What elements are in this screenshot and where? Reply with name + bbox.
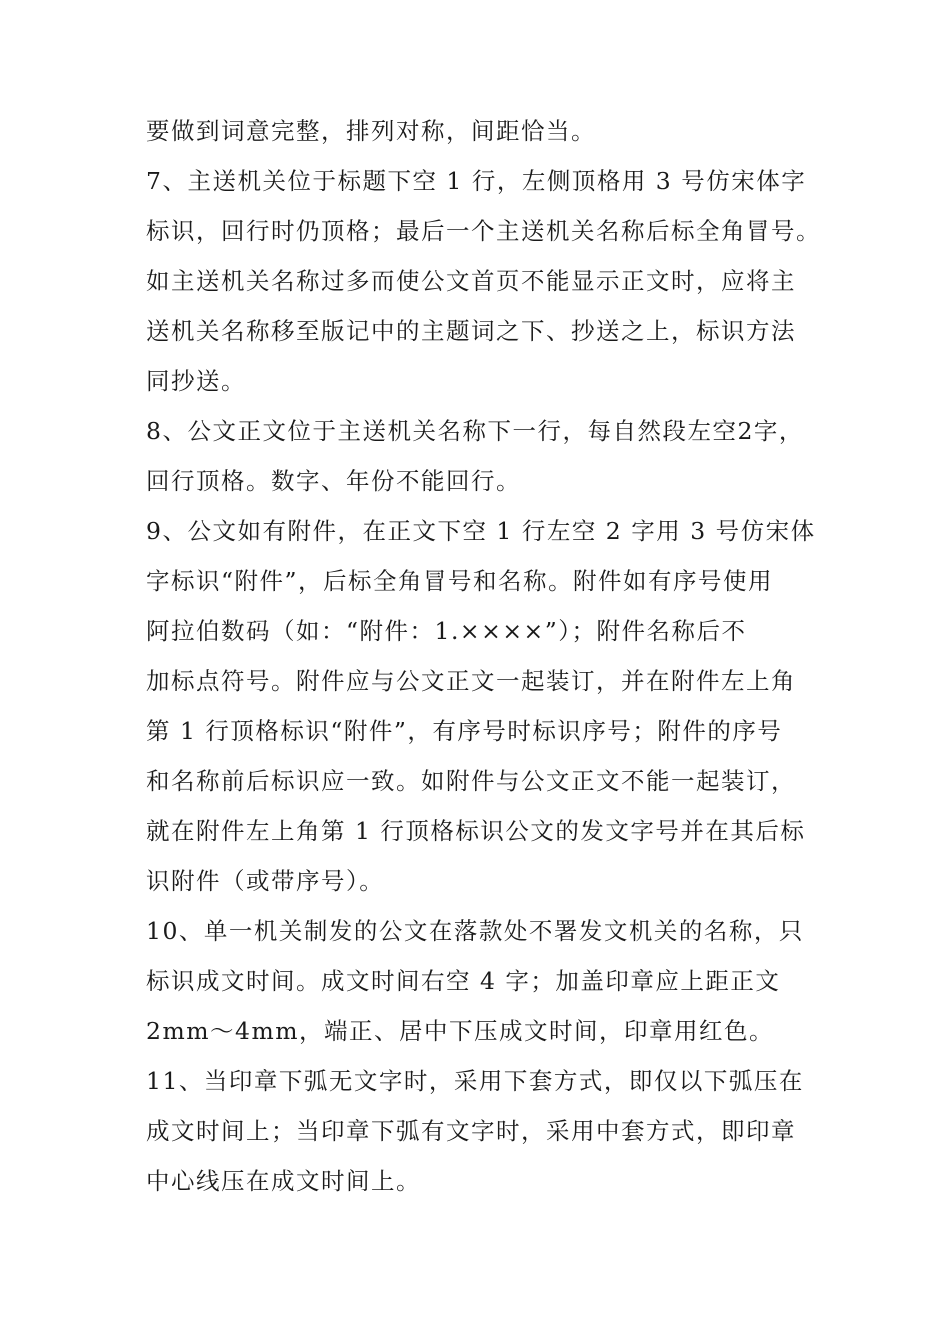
text-line: 就在附件左上角第 1 行顶格标识公文的发文字号并在其后标 [146, 817, 806, 845]
text-line: 11、当印章下弧无文字时，采用下套方式，即仅以下弧压在 [146, 1067, 804, 1095]
text-line: 8、公文正文位于主送机关名称下一行，每自然段左空2字， [146, 417, 804, 445]
text-line: 送机关名称移至版记中的主题词之下、抄送之上，标识方法 [146, 317, 796, 345]
text-line: 同抄送。 [146, 367, 246, 395]
text-line: 识附件（或带序号）。 [146, 867, 385, 895]
text-line: 阿拉伯数码（如：“附件：1.××××”）；附件名称后不 [146, 617, 747, 645]
text-line: 标识，回行时仍顶格；最后一个主送机关名称后标全角冒号。 [146, 217, 821, 245]
text-line: 9、公文如有附件，在正文下空 1 行左空 2 字用 3 号仿宋体 [146, 517, 816, 545]
text-line: 7、主送机关位于标题下空 1 行，左侧顶格用 3 号仿宋体字 [146, 167, 807, 195]
text-line: 成文时间上；当印章下弧有文字时，采用中套方式，即印章 [146, 1117, 796, 1145]
text-line: 标识成文时间。成文时间右空 4 字；加盖印章应上距正文 [146, 967, 781, 995]
text-line: 10、单一机关制发的公文在落款处不署发文机关的名称，只 [146, 917, 804, 945]
text-line: 加标点符号。附件应与公文正文一起装订，并在附件左上角 [146, 667, 796, 695]
text-line: 如主送机关名称过多而使公文首页不能显示正文时，应将主 [146, 267, 796, 295]
document-body [146, 106, 821, 1206]
text-line: 中心线压在成文时间上。 [146, 1167, 421, 1195]
text-line: 字标识“附件”，后标全角冒号和名称。附件如有序号使用 [146, 567, 774, 595]
text-line: 和名称前后标识应一致。如附件与公文正文不能一起装订， [146, 767, 796, 795]
text-line: 回行顶格。数字、年份不能回行。 [146, 467, 521, 495]
text-line: 2mm～4mm，端正、居中下压成文时间，印章用红色。 [146, 1017, 775, 1045]
text-line: 第 1 行顶格标识“附件”，有序号时标识序号；附件的序号 [146, 717, 783, 745]
text-line: 要做到词意完整，排列对称，间距恰当。 [146, 117, 596, 145]
